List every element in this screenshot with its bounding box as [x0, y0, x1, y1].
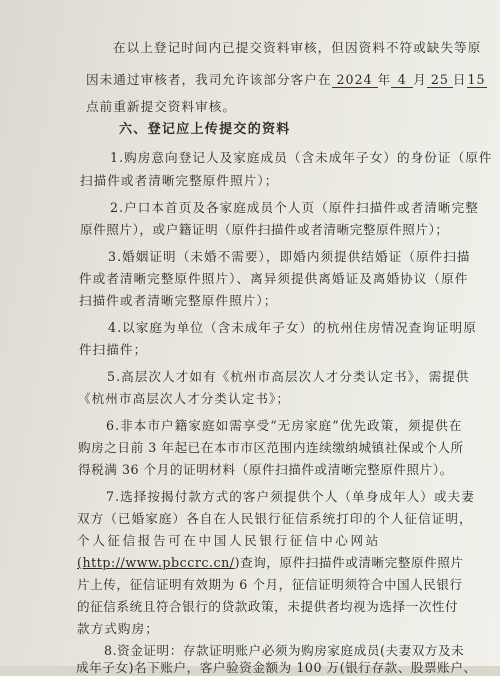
item-1-line-1: 1.购房意向登记人及家庭成员（含未成年子女）的身份证（原件 [110, 150, 493, 165]
review-line-2 [86, 72, 487, 88]
review-line-1: 在以上登记时间内已提交资料审核，但因资料不符或缺失等原 [113, 40, 482, 55]
item-2-line-2: 原件照片），或户籍证明（原件扫描件或者清晰完整原件照片）； [80, 222, 449, 237]
item-7-line-1: 7.选择按揭付款方式的客户须提供个人（单身成年人）或夫妻 [106, 489, 475, 504]
item-6-line-1: 6.非本市户籍家庭如需享受“无房家庭”优先政策，须提供在 [106, 418, 463, 433]
year-unit: 年 [377, 72, 392, 87]
review-line-3: 点前重新提交资料审核。 [86, 99, 237, 114]
day-unit: 日 [452, 72, 467, 87]
section-heading: 六、登记应上传提交的资料 [119, 122, 291, 137]
item-6-line-2: 购房之日前 3 年起已在本市市区范围内连续缴纳城镇社保或个人所 [78, 440, 464, 455]
item-7-line-6: 的征信系统且符合银行的贷款政策，未提供者均视为选择一次性付 [77, 599, 459, 614]
pbccrc-link[interactable]: (http://www.pbccrc.cn/ [77, 555, 235, 570]
item-6-line-3: 得税满 36 个月的证明材料（原件扫描件或清晰完整原件照片）。 [78, 462, 453, 477]
item-4-line-2: 件扫描件； [79, 342, 148, 357]
item-5-line-2: 《杭州市高层次人才分类认定书》； [78, 391, 290, 406]
month-unit: 月 [413, 72, 427, 87]
item-3-line-3: 扫描件或者清晰完整原件照片）； [79, 293, 278, 308]
item-8-line-1: 8.资金证明：存款证明账户必须为购房家庭成员(夫妻双方及未 [104, 643, 465, 658]
item-7-line-5: 片上传，征信证明有效期为 6 个月，征信证明须符合中国人民银行 [77, 577, 463, 592]
item-1-line-2: 扫描件或者清晰完整原件照片）； [80, 173, 279, 188]
item-7-line-3: 个人征信报告可在中国人民银行征信中心网站 [77, 533, 381, 548]
item-7-line-2: 双方（已婚家庭）各自在人民银行征信系统打印的个人征信证明， [77, 511, 473, 526]
item-3-line-2: 件或者清晰完整原件照片）、离异须提供离婚证及离婚协议（原件 [79, 271, 469, 286]
item-8-line-2: 成年子女)名下账户，客户验资金额为 100 万(银行存款、股票账户、 [76, 660, 477, 675]
year-blank: 2024 [332, 73, 378, 88]
item-5-line-1: 5.高层次人才如有《杭州市高层次人才分类认定书》，需提供 [107, 369, 470, 384]
item-3-line-1: 3.婚姻证明（未婚不需要），即婚内须提供结婚证（原件扫描 [108, 249, 471, 264]
item-7-line-4 [77, 555, 464, 571]
month-blank: 4 [391, 73, 413, 88]
item-4-line-1: 4.以家庭为单位（含未成年子女）的杭州住房情况查询证明原 [108, 320, 477, 335]
item-7-line-7: 款方式购房； [77, 621, 159, 636]
item-2-line-1: 2.户口本首页及各家庭成员个人页（原件扫描件或者清晰完整 [110, 200, 479, 215]
review-line-2-text: 因未通过审核者，我司允许该部分客户在 [86, 72, 332, 87]
day-blank: 25 [427, 73, 453, 88]
item-7-line-4-rest: )查询，原件扫描件或清晰完整原件照片 [234, 555, 464, 570]
hour-blank: 15 [467, 72, 486, 87]
